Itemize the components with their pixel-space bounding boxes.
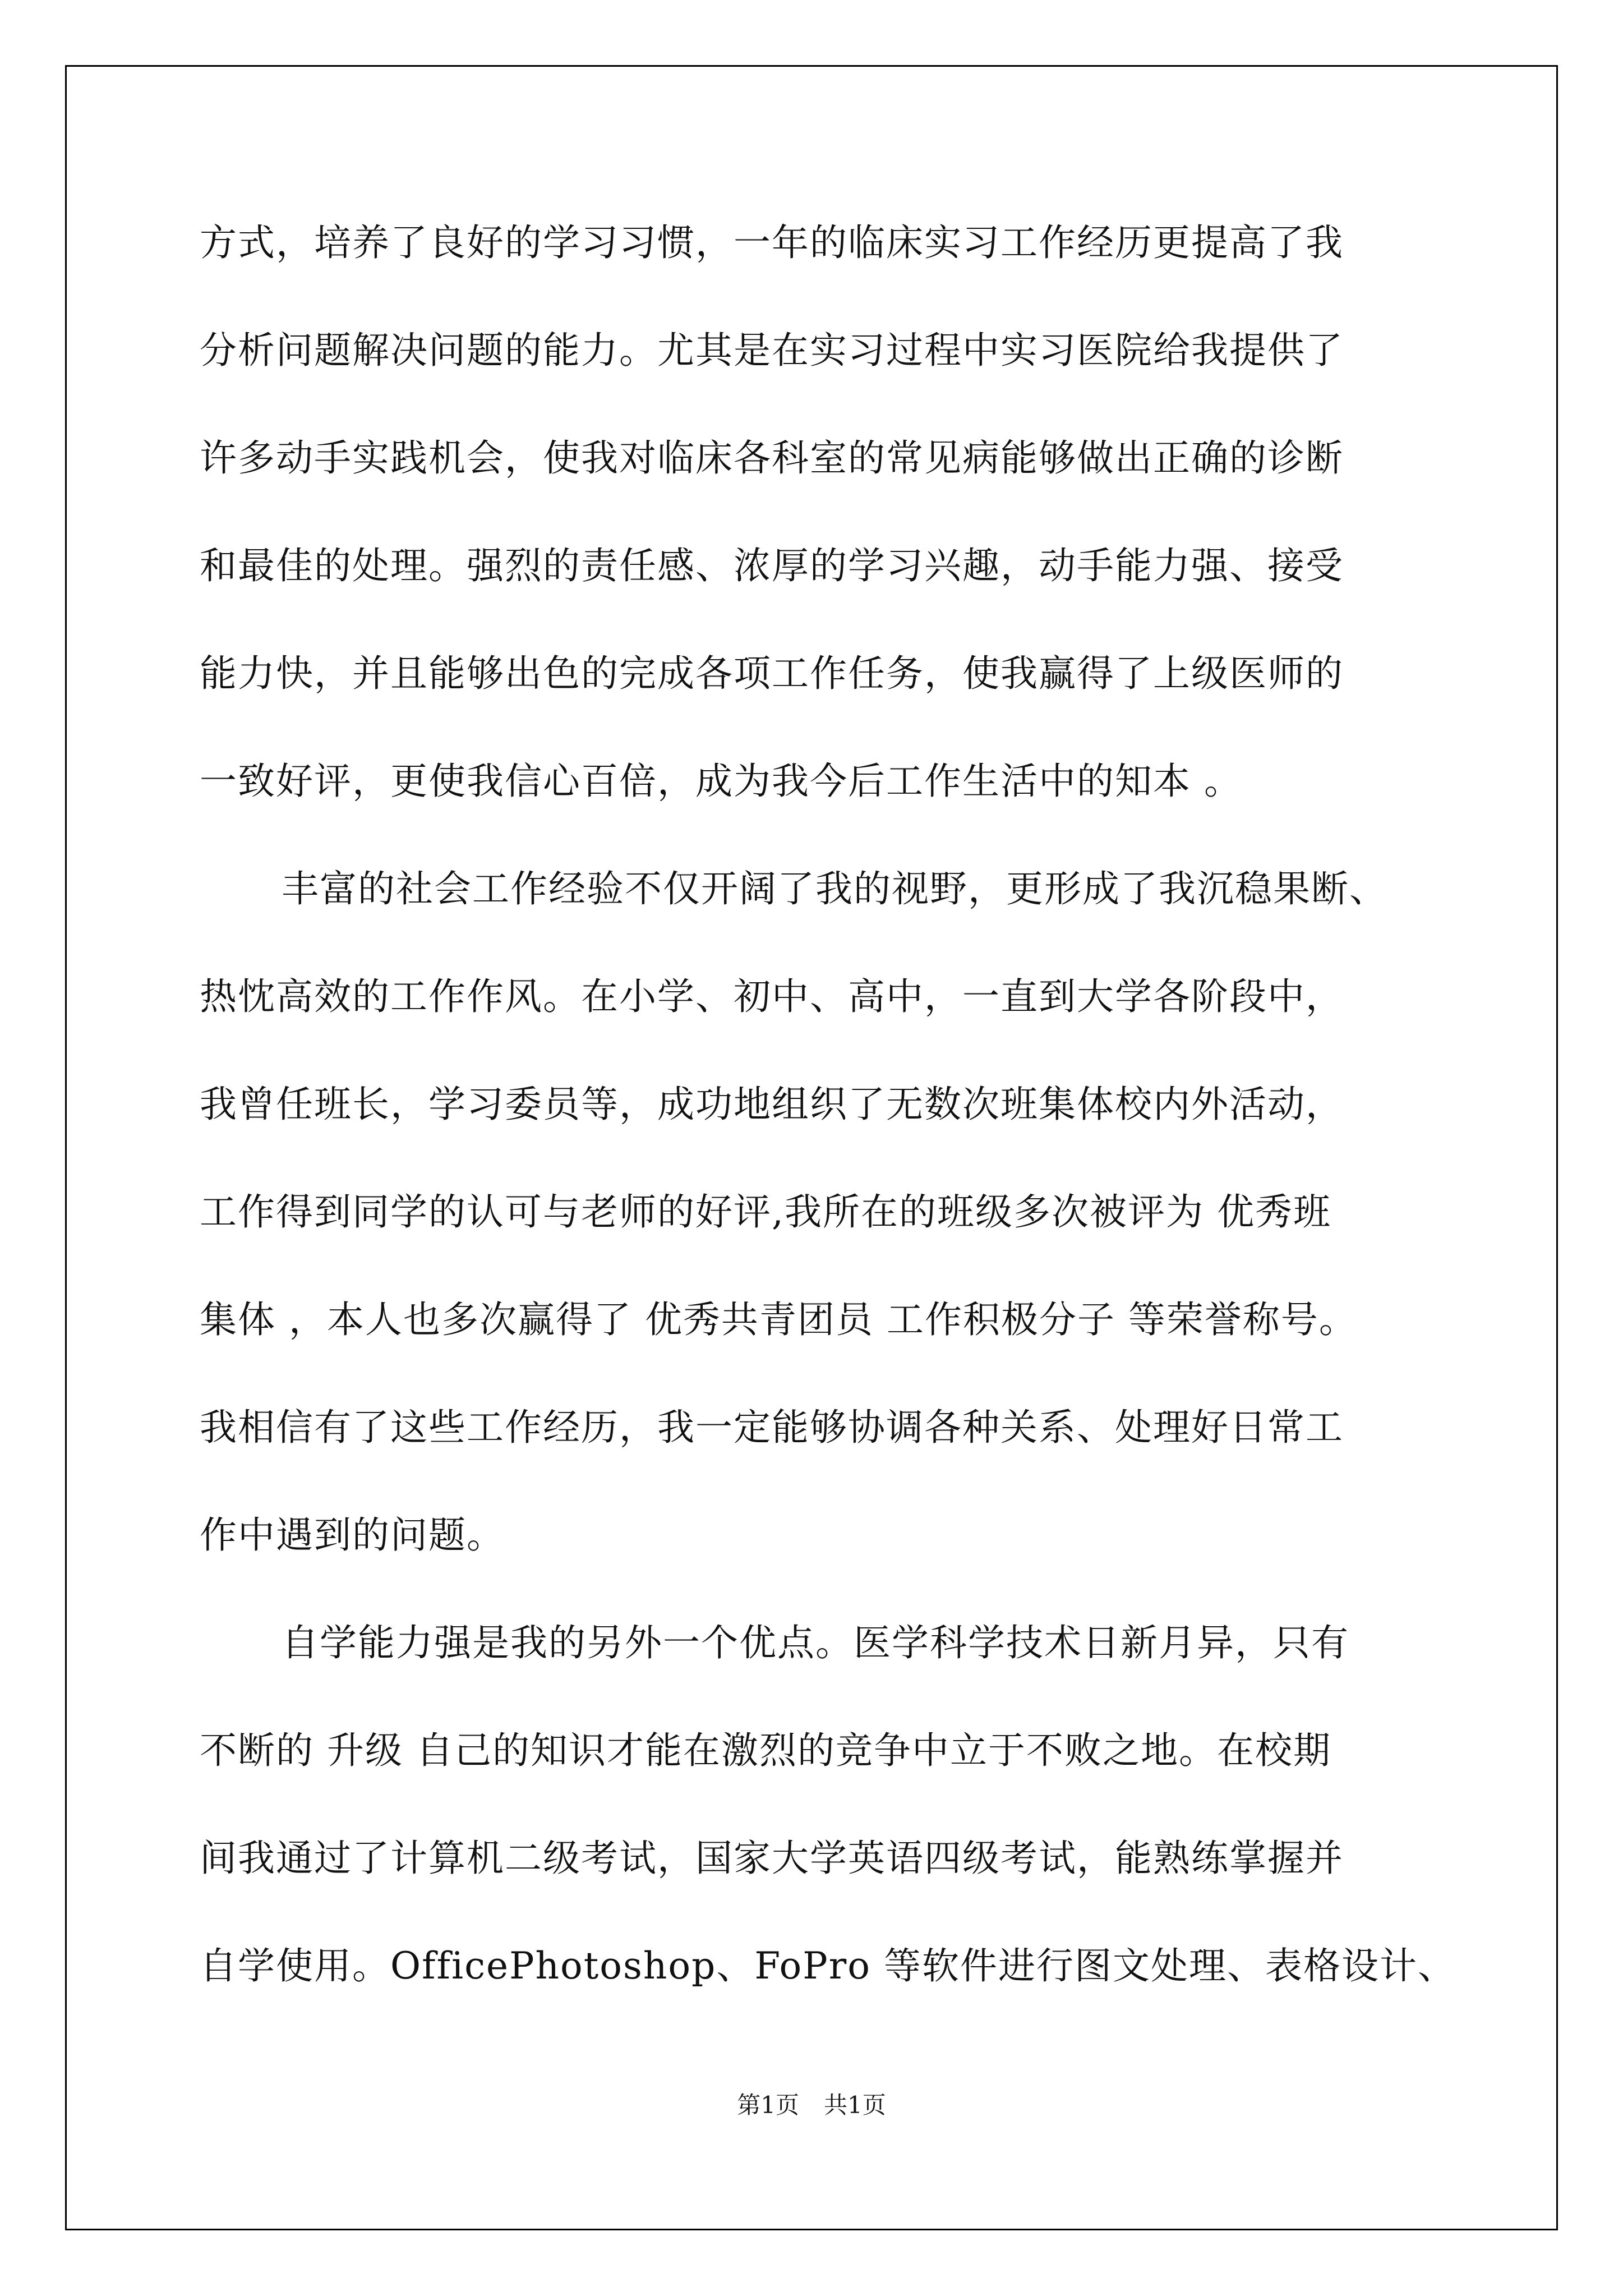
text-line: 作中遇到的问题。 bbox=[200, 1513, 505, 1557]
text-line: 一致好评，更使我信心百倍，成为我今后工作生活中的知本 。 bbox=[200, 760, 1242, 803]
text-line: 热忱高效的工作作风。在小学、初中、高中，一直到大学各阶段中， bbox=[200, 975, 1344, 1018]
page-border bbox=[65, 65, 1558, 2230]
text-line: 分析问题解决问题的能力。尤其是在实习过程中实习医院给我提供了 bbox=[200, 329, 1344, 372]
text-line: 我相信有了这些工作经历，我一定能够协调各种关系、处理好日常工 bbox=[200, 1406, 1344, 1449]
text-line: 自学能力强是我的另外一个优点。医学科学技术日新月异，只有 bbox=[282, 1621, 1349, 1664]
page-number-current: 第1页 bbox=[737, 2091, 799, 2119]
text-line: 间我通过了计算机二级考试，国家大学英语四级考试，能熟练掌握并 bbox=[200, 1837, 1344, 1880]
text-line: 许多动手实践机会，使我对临床各科室的常见病能够做出正确的诊断 bbox=[200, 436, 1344, 480]
text-line: 和最佳的处理。强烈的责任感、浓厚的学习兴趣，动手能力强、接受 bbox=[200, 544, 1344, 587]
text-line: 工作得到同学的认可与老师的好评,我所在的班级多次被评为 优秀班 bbox=[200, 1190, 1331, 1234]
text-line: 不断的 升级 自己的知识才能在激烈的竞争中立于不败之地。在校期 bbox=[200, 1729, 1331, 1772]
page-footer bbox=[0, 2087, 1623, 2120]
text-line: 自学使用。OfficePhotoshop、FoPro 等软件进行图文处理、表格设计、 bbox=[200, 1944, 1456, 1987]
text-line: 能力快，并且能够出色的完成各项工作任务，使我赢得了上级医师的 bbox=[200, 652, 1344, 695]
text-line: 方式，培养了良好的学习习惯，一年的临床实习工作经历更提高了我 bbox=[200, 221, 1344, 264]
text-line: 丰富的社会工作经验不仅开阔了我的视野，更形成了我沉稳果断、 bbox=[282, 867, 1387, 910]
text-line: 集体 ，本人也多次赢得了 优秀共青团员 工作积极分子 等荣誉称号。 bbox=[200, 1298, 1357, 1341]
text-line: 我曾任班长，学习委员等，成功地组织了无数次班集体校内外活动， bbox=[200, 1083, 1344, 1126]
page-number-total: 共1页 bbox=[824, 2091, 886, 2119]
